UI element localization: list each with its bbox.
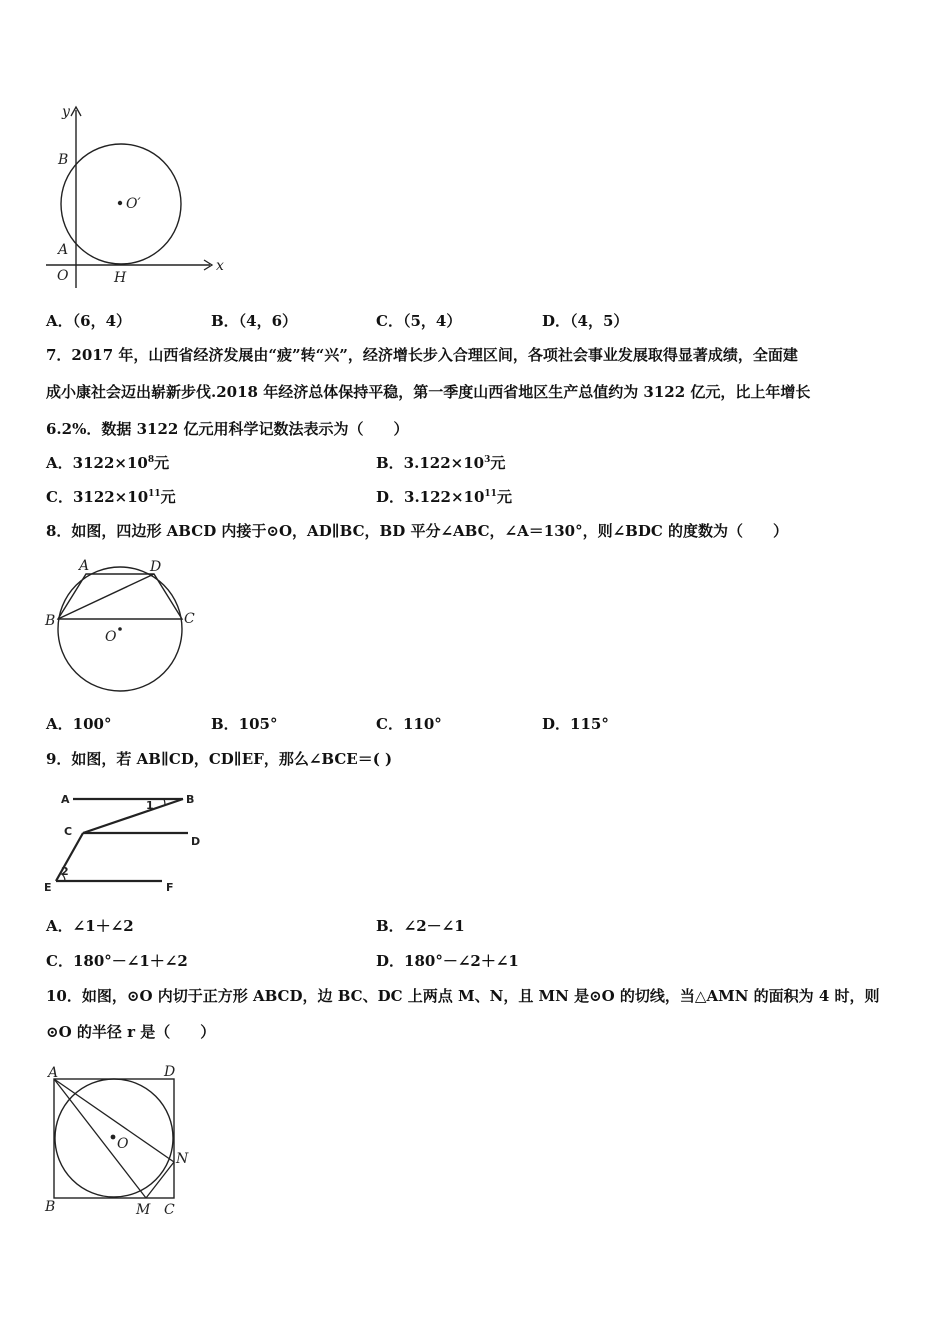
- point-n-label: N: [176, 1151, 189, 1167]
- origin-label: O: [57, 268, 69, 284]
- q7-option-c[interactable]: [46, 487, 176, 507]
- point-a-label: A: [48, 1065, 59, 1081]
- q7-option-d-base: D．3.122×10: [376, 488, 485, 506]
- q7-stem-line-3: 6.2%．数据 3122 亿元用科学记数法表示为（ ）: [46, 420, 409, 438]
- angle-2-label: 2: [61, 865, 69, 878]
- figure-q9-parallel-lines: [38, 784, 218, 900]
- q7-option-d[interactable]: [376, 487, 512, 507]
- point-b-label: B: [58, 152, 69, 168]
- q9-option-b[interactable]: B．∠2－∠1: [376, 917, 465, 935]
- point-e-label: E: [44, 881, 52, 894]
- figure-q8-inscribed-quadrilateral: [38, 552, 208, 697]
- y-axis-label: y: [62, 104, 70, 120]
- center-o-label: O: [105, 629, 117, 645]
- angle-1-label: 1: [146, 799, 154, 812]
- point-c-label: C: [164, 1202, 175, 1218]
- q7-option-b[interactable]: [376, 453, 505, 473]
- q6-option-b[interactable]: B．（4，6）: [211, 312, 298, 330]
- q7-option-b-unit: 元: [490, 454, 506, 472]
- q9-option-a[interactable]: A．∠1＋∠2: [46, 917, 134, 935]
- q10-stem-line-2: ⊙O 的半径 r 是（ ）: [46, 1023, 216, 1041]
- q7-option-d-unit: 元: [496, 488, 512, 506]
- q7-option-d-exponent: 11: [484, 489, 497, 499]
- q7-stem-line-2: 成小康社会迈出崭新步伐.2018 年经济总体保持平稳，第一季度山西省地区生产总值约为 3122 亿元，比上年增长: [46, 383, 811, 401]
- q10-stem-line-1: 10．如图，⊙O 内切于正方形 ABCD，边 BC、DC 上两点 M、N，且 MN 是⊙O 的切线，当△AMN 的面积为 4 时，则: [46, 987, 880, 1005]
- q8-option-b[interactable]: B．105°: [211, 715, 278, 733]
- q8-option-c[interactable]: C．110°: [376, 715, 442, 733]
- point-a-label: A: [79, 558, 90, 574]
- point-b-label: B: [45, 613, 56, 629]
- q8-stem: 8．如图，四边形 ABCD 内接于⊙O，AD∥BC，BD 平分∠ABC，∠A＝130°，则∠BDC 的度数为（ ）: [46, 522, 788, 540]
- q7-option-c-base: C．3122×10: [46, 488, 149, 506]
- q8-option-a[interactable]: A．100°: [46, 715, 112, 733]
- x-axis-label: x: [216, 258, 224, 274]
- point-m-label: M: [136, 1202, 151, 1218]
- point-a-label: A: [58, 242, 69, 258]
- figure-q6-circle-axes: [38, 100, 238, 290]
- q7-option-c-exponent: 11: [148, 489, 161, 499]
- q7-option-b-exponent: 3: [484, 455, 491, 465]
- point-a-label: A: [61, 793, 70, 806]
- point-c-label: C: [64, 825, 73, 838]
- q7-option-a-unit: 元: [154, 454, 170, 472]
- point-o-prime-label: O′: [126, 196, 141, 212]
- center-o-label: O: [117, 1136, 129, 1152]
- point-c-label: C: [184, 611, 195, 627]
- q7-option-c-unit: 元: [160, 488, 176, 506]
- q6-option-c[interactable]: C．（5，4）: [376, 312, 462, 330]
- point-d-label: D: [164, 1064, 176, 1080]
- q6-option-a[interactable]: A．（6，4）: [46, 312, 132, 330]
- figure-q10-square-incircle: [38, 1058, 198, 1220]
- point-f-label: F: [166, 881, 174, 894]
- q9-option-c[interactable]: C．180°－∠1＋∠2: [46, 952, 188, 970]
- q7-stem-line-1: 7．2017 年，山西省经济发展由“疲”转“兴”，经济增长步入合理区间，各项社会事业发展取得显著成绩，全面建: [46, 346, 798, 364]
- q8-option-d[interactable]: D．115°: [542, 715, 609, 733]
- point-h-label: H: [114, 270, 127, 286]
- point-d-label: D: [191, 835, 201, 848]
- point-b-label: B: [186, 793, 195, 806]
- q9-option-d[interactable]: D．180°－∠2＋∠1: [376, 952, 519, 970]
- q7-option-a-base: A．3122×10: [46, 454, 148, 472]
- q9-stem: 9．如图，若 AB∥CD，CD∥EF，那么∠BCE＝( ): [46, 750, 393, 768]
- point-b-label: B: [45, 1199, 56, 1215]
- q7-option-a-exponent: 8: [147, 455, 155, 465]
- point-d-label: D: [150, 559, 162, 575]
- q7-option-a[interactable]: [46, 453, 169, 473]
- q7-option-b-base: B．3.122×10: [376, 454, 485, 472]
- q6-option-d[interactable]: D．（4，5）: [542, 312, 629, 330]
